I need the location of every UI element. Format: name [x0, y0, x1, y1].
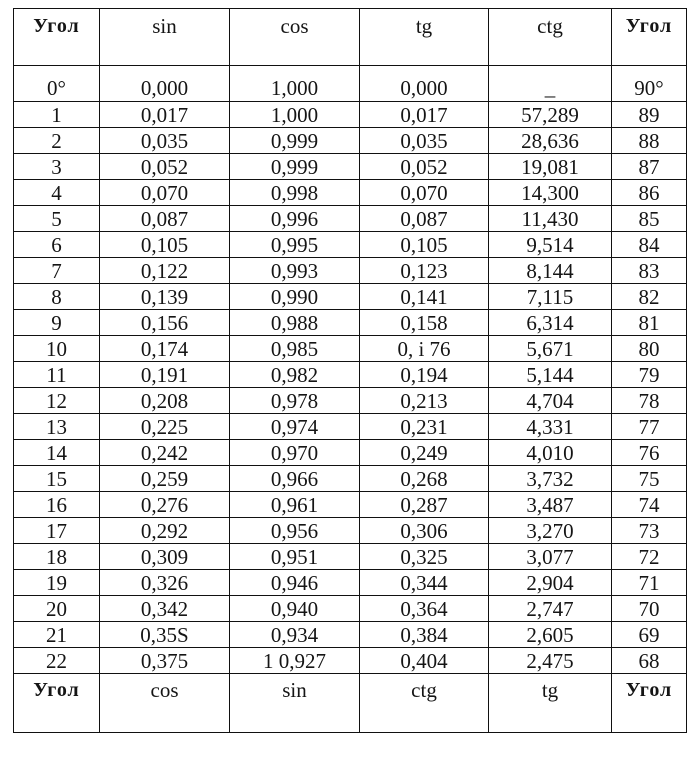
- cell-sin: 0,070: [100, 180, 230, 206]
- footer-angle-left: Угол: [14, 674, 100, 733]
- footer-cos: cos: [100, 674, 230, 733]
- cell-tg: 0,306: [360, 518, 489, 544]
- table-row: [14, 66, 687, 102]
- cell-complement-angle: 84: [612, 232, 687, 258]
- cell-tg: 0,325: [360, 544, 489, 570]
- cell-complement-angle: 85: [612, 206, 687, 232]
- cell-cos: 0,995: [230, 232, 360, 258]
- table-row: [14, 544, 687, 570]
- cell-complement-angle: 78: [612, 388, 687, 414]
- cell-angle: 5: [14, 206, 100, 232]
- footer-row: [14, 674, 687, 733]
- cell-tg: 0,404: [360, 648, 489, 674]
- cell-complement-angle: 89: [612, 102, 687, 128]
- cell-angle: 9: [14, 310, 100, 336]
- cell-tg: 0,070: [360, 180, 489, 206]
- cell-complement-angle: 71: [612, 570, 687, 596]
- cell-sin: 0,139: [100, 284, 230, 310]
- cell-sin: 0,087: [100, 206, 230, 232]
- cell-sin: 0,122: [100, 258, 230, 284]
- table-row: [14, 206, 687, 232]
- cell-sin: 0,292: [100, 518, 230, 544]
- cell-ctg: 4,704: [489, 388, 612, 414]
- cell-ctg: 2,475: [489, 648, 612, 674]
- cell-tg: 0,017: [360, 102, 489, 128]
- cell-cos: 0,993: [230, 258, 360, 284]
- table-row: [14, 258, 687, 284]
- cell-complement-angle: 77: [612, 414, 687, 440]
- table-row: [14, 102, 687, 128]
- cell-ctg: 3,270: [489, 518, 612, 544]
- cell-sin: 0,105: [100, 232, 230, 258]
- table-row: [14, 648, 687, 674]
- cell-complement-angle: 88: [612, 128, 687, 154]
- cell-complement-angle: 76: [612, 440, 687, 466]
- table-row: [14, 466, 687, 492]
- cell-tg: 0,268: [360, 466, 489, 492]
- cell-cos: 0,970: [230, 440, 360, 466]
- cell-angle: 2: [14, 128, 100, 154]
- cell-sin: 0,375: [100, 648, 230, 674]
- cell-sin: 0,191: [100, 362, 230, 388]
- cell-sin: 0,242: [100, 440, 230, 466]
- cell-cos: 1,000: [230, 66, 360, 102]
- cell-cos: 0,988: [230, 310, 360, 336]
- cell-sin: 0,326: [100, 570, 230, 596]
- cell-ctg: _: [489, 66, 612, 102]
- cell-cos: 0,934: [230, 622, 360, 648]
- cell-cos: 0,998: [230, 180, 360, 206]
- cell-sin: 0,052: [100, 154, 230, 180]
- cell-cos: 1,000: [230, 102, 360, 128]
- cell-angle: 11: [14, 362, 100, 388]
- cell-tg: 0,105: [360, 232, 489, 258]
- cell-sin: 0,259: [100, 466, 230, 492]
- cell-tg: 0,364: [360, 596, 489, 622]
- cell-angle: 22: [14, 648, 100, 674]
- cell-tg: 0,123: [360, 258, 489, 284]
- cell-cos: 0,974: [230, 414, 360, 440]
- cell-cos: 0,966: [230, 466, 360, 492]
- cell-cos: 0,951: [230, 544, 360, 570]
- table-row: [14, 622, 687, 648]
- cell-tg: 0,384: [360, 622, 489, 648]
- cell-complement-angle: 86: [612, 180, 687, 206]
- table-row: [14, 596, 687, 622]
- trig-table-body: [14, 9, 687, 733]
- footer-ctg: ctg: [360, 674, 489, 733]
- header-row: [14, 9, 687, 66]
- cell-ctg: 3,732: [489, 466, 612, 492]
- cell-angle: 13: [14, 414, 100, 440]
- cell-complement-angle: 72: [612, 544, 687, 570]
- cell-cos: 0,982: [230, 362, 360, 388]
- cell-ctg: 14,300: [489, 180, 612, 206]
- table-row: [14, 388, 687, 414]
- cell-ctg: 19,081: [489, 154, 612, 180]
- cell-sin: 0,174: [100, 336, 230, 362]
- cell-tg: 0,000: [360, 66, 489, 102]
- cell-sin: 0,225: [100, 414, 230, 440]
- table-row: [14, 180, 687, 206]
- cell-angle: 16: [14, 492, 100, 518]
- cell-angle: 3: [14, 154, 100, 180]
- cell-angle: 14: [14, 440, 100, 466]
- cell-ctg: 2,605: [489, 622, 612, 648]
- table-row: [14, 492, 687, 518]
- cell-ctg: 5,671: [489, 336, 612, 362]
- table-row: [14, 154, 687, 180]
- cell-cos: 0,946: [230, 570, 360, 596]
- cell-tg: 0,052: [360, 154, 489, 180]
- header-ctg: ctg: [489, 9, 612, 66]
- footer-sin: sin: [230, 674, 360, 733]
- cell-complement-angle: 70: [612, 596, 687, 622]
- cell-angle: 6: [14, 232, 100, 258]
- cell-ctg: 2,904: [489, 570, 612, 596]
- cell-angle: 7: [14, 258, 100, 284]
- cell-cos: 0,956: [230, 518, 360, 544]
- cell-complement-angle: 90°: [612, 66, 687, 102]
- cell-tg: 0,287: [360, 492, 489, 518]
- cell-ctg: 5,144: [489, 362, 612, 388]
- cell-ctg: 6,314: [489, 310, 612, 336]
- cell-tg: 0,249: [360, 440, 489, 466]
- cell-ctg: 57,289: [489, 102, 612, 128]
- trig-table: [13, 8, 687, 733]
- cell-complement-angle: 87: [612, 154, 687, 180]
- cell-sin: 0,342: [100, 596, 230, 622]
- cell-complement-angle: 79: [612, 362, 687, 388]
- footer-angle-right: Угол: [612, 674, 687, 733]
- cell-angle: 15: [14, 466, 100, 492]
- cell-sin: 0,208: [100, 388, 230, 414]
- cell-ctg: 4,010: [489, 440, 612, 466]
- cell-ctg: 3,487: [489, 492, 612, 518]
- cell-tg: 0, i 76: [360, 336, 489, 362]
- cell-complement-angle: 69: [612, 622, 687, 648]
- table-row: [14, 518, 687, 544]
- footer-tg: tg: [489, 674, 612, 733]
- table-row: [14, 232, 687, 258]
- cell-angle: 20: [14, 596, 100, 622]
- cell-tg: 0,231: [360, 414, 489, 440]
- cell-ctg: 28,636: [489, 128, 612, 154]
- header-angle-right: Угол: [612, 9, 687, 66]
- cell-sin: 0,017: [100, 102, 230, 128]
- cell-ctg: 9,514: [489, 232, 612, 258]
- cell-sin: 0,000: [100, 66, 230, 102]
- header-tg: tg: [360, 9, 489, 66]
- cell-cos: 0,999: [230, 128, 360, 154]
- cell-angle: 18: [14, 544, 100, 570]
- cell-angle: 4: [14, 180, 100, 206]
- header-cos: cos: [230, 9, 360, 66]
- cell-cos: 0,990: [230, 284, 360, 310]
- table-row: [14, 336, 687, 362]
- table-row: [14, 310, 687, 336]
- cell-tg: 0,141: [360, 284, 489, 310]
- cell-sin: 0,156: [100, 310, 230, 336]
- cell-complement-angle: 81: [612, 310, 687, 336]
- cell-sin: 0,035: [100, 128, 230, 154]
- cell-sin: 0,276: [100, 492, 230, 518]
- header-sin: sin: [100, 9, 230, 66]
- table-row: [14, 570, 687, 596]
- table-row: [14, 414, 687, 440]
- cell-tg: 0,158: [360, 310, 489, 336]
- cell-angle: 10: [14, 336, 100, 362]
- cell-complement-angle: 82: [612, 284, 687, 310]
- cell-complement-angle: 75: [612, 466, 687, 492]
- cell-cos: 0,961: [230, 492, 360, 518]
- cell-complement-angle: 68: [612, 648, 687, 674]
- cell-ctg: 2,747: [489, 596, 612, 622]
- header-angle-left: Угол: [14, 9, 100, 66]
- cell-cos: 0,996: [230, 206, 360, 232]
- cell-tg: 0,035: [360, 128, 489, 154]
- table-row: [14, 440, 687, 466]
- cell-angle: 21: [14, 622, 100, 648]
- cell-ctg: 11,430: [489, 206, 612, 232]
- table-row: [14, 362, 687, 388]
- cell-cos: 0,940: [230, 596, 360, 622]
- cell-complement-angle: 80: [612, 336, 687, 362]
- cell-complement-angle: 83: [612, 258, 687, 284]
- cell-angle: 19: [14, 570, 100, 596]
- cell-ctg: 3,077: [489, 544, 612, 570]
- cell-ctg: 8,144: [489, 258, 612, 284]
- cell-ctg: 7,115: [489, 284, 612, 310]
- table-row: [14, 284, 687, 310]
- cell-sin: 0,35S: [100, 622, 230, 648]
- table-row: [14, 128, 687, 154]
- cell-tg: 0,213: [360, 388, 489, 414]
- cell-cos: 0,985: [230, 336, 360, 362]
- cell-cos: 0,999: [230, 154, 360, 180]
- cell-cos: 1 0,927: [230, 648, 360, 674]
- cell-angle: 0°: [14, 66, 100, 102]
- cell-cos: 0,978: [230, 388, 360, 414]
- cell-angle: 12: [14, 388, 100, 414]
- cell-tg: 0,344: [360, 570, 489, 596]
- cell-tg: 0,087: [360, 206, 489, 232]
- cell-ctg: 4,331: [489, 414, 612, 440]
- cell-complement-angle: 74: [612, 492, 687, 518]
- cell-angle: 17: [14, 518, 100, 544]
- cell-tg: 0,194: [360, 362, 489, 388]
- cell-angle: 1: [14, 102, 100, 128]
- cell-angle: 8: [14, 284, 100, 310]
- cell-sin: 0,309: [100, 544, 230, 570]
- cell-complement-angle: 73: [612, 518, 687, 544]
